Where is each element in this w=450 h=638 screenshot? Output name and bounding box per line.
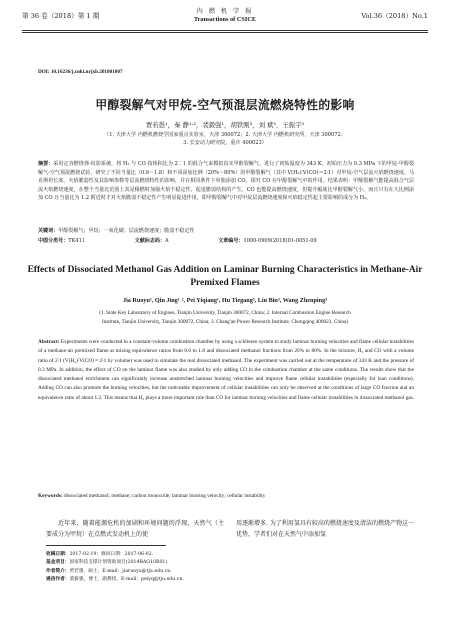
footnote-received: 收稿日期：2017-02-19；修回日期：2017-06-02. (46, 552, 154, 557)
affiliation-cn-line: 3. 长安动力研究院，重庆 400023） (183, 140, 267, 147)
footnote-author: 作者简介：贾若愚，硕士，E-mail：jiaruoyu@tju.edu.cn. (46, 568, 172, 574)
header-volume: Vol.36（2018）No.1 (361, 12, 428, 20)
affiliations-cn (40, 131, 410, 147)
classification-row (38, 237, 414, 244)
article-number: 文章编号：1000-0909(2018)01-0051-09 (218, 238, 317, 244)
footnote-corresponding: 通信作者：裴毅强，博士，副教授，E-mail：peiyq@tju.edu.cn. (46, 576, 184, 582)
affiliations-en (40, 309, 410, 327)
title-en: Effects of Dissociated Methanol Gas Addition on Laminar Burning Characteristics in Methane-Air Premixed Flames (27, 265, 423, 288)
affiliation-cn-line: （1. 天津大学 内燃机燃烧学国家重点实验室，天津 300072；2. 天津大学 内燃机研究所，天津 300072； (104, 132, 346, 138)
keywords-en-label: Keywords: (38, 493, 63, 499)
body-column-right: 用逐渐增多. 为了利用氢具有较高的燃烧速度及清洁的燃烧产物这一优势，学者们对在天然气中添加氢 (236, 520, 414, 539)
abstract-cn-label: 摘要： (38, 161, 54, 167)
abstract-cn (38, 160, 414, 203)
abstract-en-text: Experiments were conducted in a constant-volume combustion chamber by using a schlieren system to study laminar burning velocities and flame cellular instabilities of a methane-air premixed flame at mixing equivalence ratios from 0.6 to 1.8 and dissociated methanol fractions from 20% to 80%. In the mixture, H₂ and CO with a volume ratio of 2∶1 (V(H₂)∶V(CO)＝2∶1 by volume) was used to simulate the real dissociated methanol. The experiment was carried out at the temperature of 343 K and the pressure of 0.3 MPa. In addition, the effect of CO on the laminar flame was also studied by only adding CO in the combustion chamber at the same conditions. The results show that the dissociated methanol enrichment can significantly increase unstretched laminar burning velocities and improve flame cellular instabilities (especially for lean conditions). Adding CO can also promote the burning velocities, but the noticeable improvement of cellular instabilities can only be observed at the conditions of large CO fraction and an equivalence ratio of about 1.2. This means that H₂ plays a more important role than CO for laminar burning velocities and flame cellular instabilities in dissociated methanol gas. (38, 339, 414, 401)
keywords-cn-label: 关键词： (38, 228, 59, 234)
abstract-en (38, 338, 414, 403)
keywords-cn (38, 227, 414, 234)
body-column-left: 近年来，随着能源危机的加剧和环境问题的浮现，天然气（主要成分为甲烷）在点燃式发动机上的使 (46, 520, 224, 539)
journal-name-en: Transactions of CSICE (193, 16, 257, 23)
authors-en: Jia Ruoyu¹, Qin Jing¹˒², Pei Yiqiang¹, Hu Tiegang³, Liu Bin³, Wang Zhenping³ (122, 297, 328, 304)
abstract-cn-text: 采用定容燃烧弹-纹影系统，将 H₂ 与 CO 按体积比为 2∶1 的混合气来模拟真实甲醇裂解气，进行了初始温度为 343 K、初始压力为 0.3 MPa 下的甲烷-甲醇裂解气-空气预混燃烧试验，研究了不同当量比（0.6～1.8）和不同添加比例（20%～80%）的甲醇裂解气（其中 V(H₂)∶V(CO)＝2∶1）对甲烷-空气层流火焰燃烧速度、马克斯坦长度、火焰脆弱性及其影响参数等层流燃烧特性的影响，并在相同条件下单独添加 CO，探究 CO 在甲醇裂解气中的作用。结果表明：甲醇裂解气能提高混合气层流火焰燃烧速度，在整个当量比范围上其是稀燃时加强火焰不稳定性，促进脆弱结构的产生。CO 也能提高燃烧速度，但提升幅度比甲醇裂解气小，而且只有在大比例添加 CO 且当量比为 1.2 附近时才对火焰脆弱不稳定性产生明显促进作用，即甲醇裂解气中对甲烷层流燃烧速度和火焰稳定性起主要影响的成分为 H₂。 (38, 161, 414, 201)
authors-cn: 贾若愚¹，秦 静¹˒²，裴毅强¹，胡铁刚³，刘 斌³，王振宇³ (145, 121, 305, 129)
abstract-en-label: Abstract: (38, 339, 60, 345)
footnotes (46, 551, 346, 584)
header-issue: 第 36 卷（2018）第 1 期 (22, 12, 100, 20)
journal-name-cn: 内 燃 机 学 报 (196, 8, 254, 15)
affiliation-en-line: (1. State Key Laboratory of Engines, Tianjin University, Tianjin 300072, China; 2. Internal Combustion Engine Research (99, 310, 351, 316)
affiliation-en-line: Institute, Tianjin University, Tianjin 300072, China; 3. Chang'an Power Research Institute, Chongqing 400023, China) (102, 319, 348, 325)
clc-code: 中图分类号：TK411 (38, 238, 86, 244)
keywords-cn-text: 甲醇裂解气；甲烷；一氧化碳；层流燃烧速度；脆弱不稳定性 (58, 228, 195, 234)
footnote-rule (46, 545, 166, 546)
title-cn: 甲醇裂解气对甲烷-空气预混层流燃烧特性的影响 (95, 98, 355, 112)
header-rule-thin (22, 32, 428, 33)
keywords-en-text: dissociated methanol; methane; carbon monoxide; laminar burning velocity; cellular instability (64, 493, 266, 499)
document-code: 文献标志码：A (134, 238, 169, 244)
footnote-funding: 基金项目：国家科技支撑计划资助项目(2014BAG10B01). (46, 560, 169, 566)
keywords-en (38, 493, 414, 499)
doi-line[interactable]: DOI: 10.16236/j.cnki.nrjxb.201801007 (38, 69, 123, 75)
journal-header (150, 6, 300, 23)
header-rule (22, 30, 428, 31)
